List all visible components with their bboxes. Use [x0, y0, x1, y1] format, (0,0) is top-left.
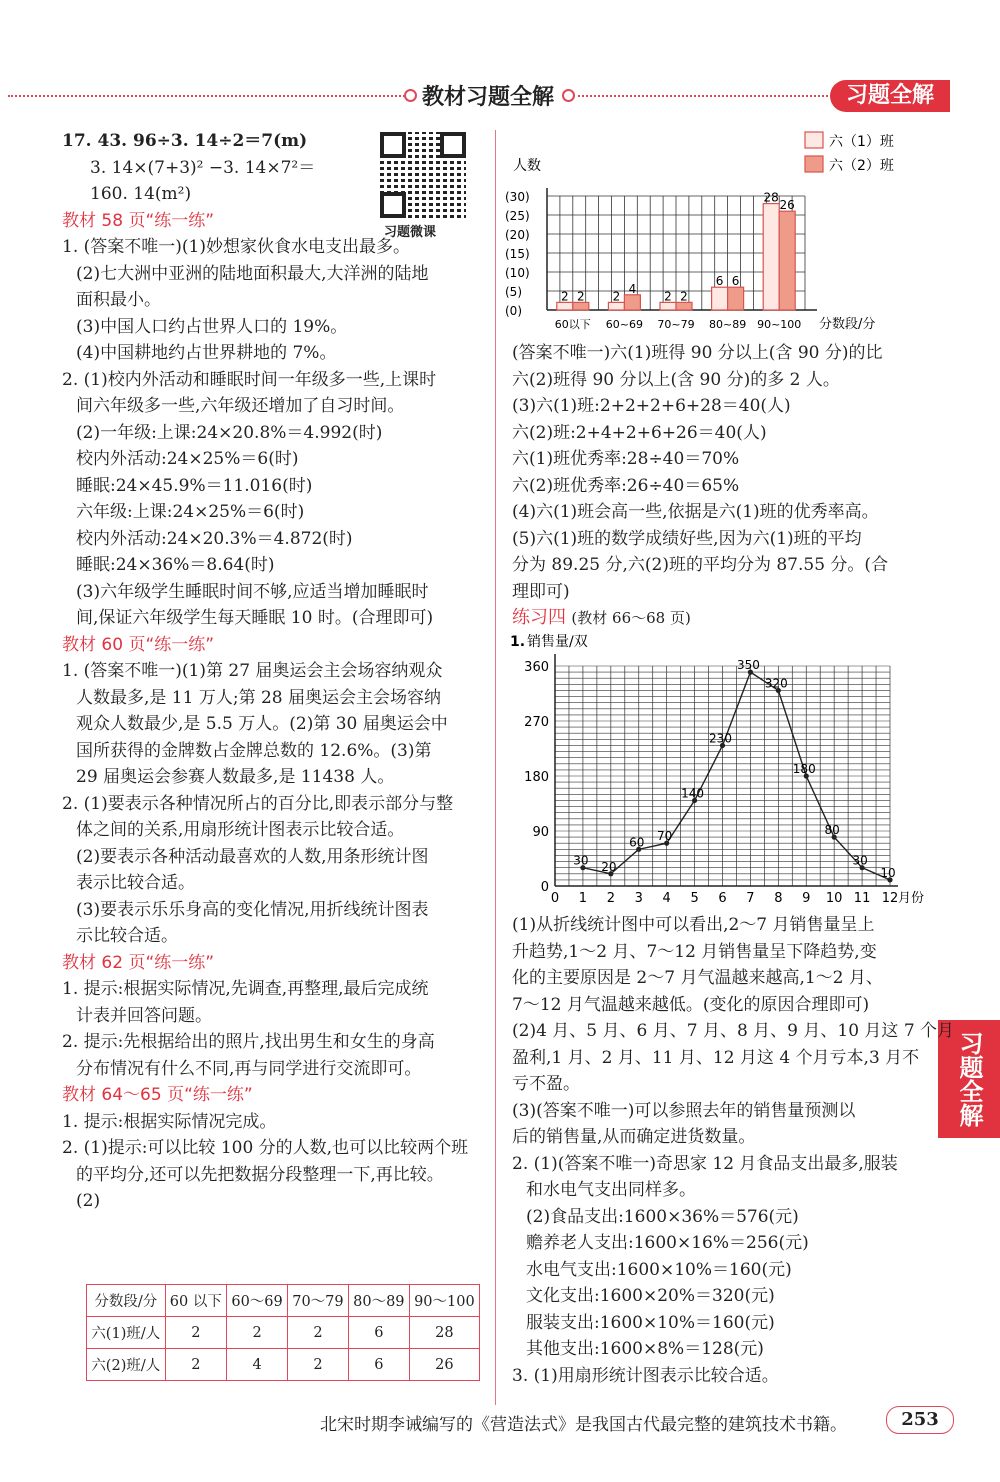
text-line: 六(1)班优秀率:28÷40＝70%	[512, 449, 740, 469]
bar	[712, 287, 728, 310]
q17-line-3: 160. 14(m²)	[90, 184, 192, 204]
text-line: 间六年级多一些,六年级还增加了自习时间。	[76, 396, 405, 416]
right-column-part-1	[512, 340, 888, 632]
table-cell: 2	[227, 1317, 288, 1349]
table-header-cell: 分数段/分	[87, 1285, 166, 1317]
bar-chart	[505, 128, 935, 340]
section-heading-64: 教材 64～65 页“练一练”	[62, 1085, 253, 1105]
bar	[676, 302, 692, 310]
y-tick-label: (15)	[505, 247, 530, 261]
section-tag: 习题全解	[830, 80, 950, 112]
q17-line-1: 17. 43. 96÷3. 14÷2＝7(m)	[62, 131, 308, 151]
text-line: 六年级:上课:24×25%＝6(时)	[76, 502, 305, 522]
text-line: 文化支出:1600×20%＝320(元)	[526, 1286, 775, 1306]
text-line: 29 届奥运会参赛人数最多,是 11438 人。	[76, 767, 395, 787]
x-tick-label: 9	[802, 891, 811, 906]
table-row	[87, 1317, 480, 1349]
text-line: 国所获得的金牌数占金牌总数的 12.6%。(3)第	[76, 740, 432, 761]
table-cell: 28	[409, 1317, 479, 1349]
x-tick-label: 7	[746, 891, 755, 906]
text-line: (5)六(1)班的数学成绩好些,因为六(1)班的平均	[512, 528, 862, 549]
text-line: (2)食品支出:1600×36%＝576(元)	[526, 1206, 799, 1227]
bar	[557, 302, 573, 310]
text-line: 计表并回答问题。	[76, 1005, 212, 1026]
text-line: (3)六(1)班:2+2+2+6+28＝40(人)	[512, 396, 791, 416]
text-line: 六(2)班:2+4+2+6+26＝40(人)	[512, 422, 767, 443]
chart-number: 1.	[510, 634, 526, 650]
footer-fact: 北宋时期李诫编写的《营造法式》是我国古代最完整的建筑技术书籍。	[320, 1415, 847, 1435]
data-label: 30	[852, 853, 868, 868]
bar-value-label: 26	[779, 198, 795, 213]
x-tick-label: 80~89	[708, 318, 747, 331]
bar-value-label: 2	[680, 289, 688, 304]
section-60-body	[62, 658, 468, 950]
bar-value-label: 2	[576, 289, 585, 304]
data-label: 180	[792, 762, 816, 776]
y-tick-label: (20)	[505, 228, 530, 242]
legend-label: 六（1）班	[829, 134, 894, 150]
x-tick-label: 60以下	[554, 318, 591, 331]
text-line: 水电气支出:1600×10%＝160(元)	[526, 1259, 792, 1280]
text-line: 分布情况有什么不同,再与同学进行交流即可。	[76, 1058, 422, 1079]
section-heading-60: 教材 60 页“练一练”	[62, 634, 215, 655]
x-tick-label: 3	[634, 891, 643, 906]
text-line: 间,保证六年级学生每天睡眠 10 时。(合理即可)	[76, 608, 434, 628]
x-tick-label: 90~100	[757, 318, 802, 331]
column-divider	[495, 130, 496, 1405]
text-line: 亏不盈。	[512, 1074, 580, 1094]
text-line: 表示比较合适。	[76, 873, 195, 893]
text-line: 后的销售量,从而确定进货数量。	[512, 1127, 756, 1147]
section-64-body	[62, 1109, 468, 1215]
text-line: 睡眠:24×45.9%＝11.016(时)	[76, 475, 313, 496]
bar	[608, 302, 624, 310]
y-tick-label: 0	[540, 880, 549, 895]
header-dot-right	[562, 89, 575, 102]
text-line: 示比较合适。	[76, 926, 178, 946]
data-label: 30	[573, 853, 589, 868]
section-58-body	[62, 234, 468, 632]
bar	[779, 211, 795, 310]
score-table	[86, 1284, 480, 1381]
table-cell: 六(2)班/人	[87, 1349, 166, 1381]
y-tick-label: (25)	[505, 209, 530, 223]
text-line: (3)中国人口约占世界人口的 19%。	[76, 316, 348, 337]
text-line: 理即可)	[512, 581, 570, 602]
y-tick-label: 360	[524, 660, 549, 675]
y-axis-label: 销售量/双	[527, 634, 588, 650]
bar-value-label: 2	[664, 289, 672, 304]
table-cell: 2	[288, 1349, 349, 1381]
bar-value-label: 28	[763, 190, 779, 205]
text-line: 3. (1)用扇形统计图表示比较合适。	[512, 1365, 779, 1386]
table-row	[87, 1349, 480, 1381]
header-rule-left	[8, 95, 408, 97]
text-line: 2. (1)(答案不唯一)奇思家 12 月食品支出最多,服装	[512, 1153, 898, 1174]
table-header-cell: 70～79	[288, 1285, 349, 1317]
text-line: 的平均分,还可以先把数据分段整理一下,再比较。	[76, 1164, 444, 1185]
data-label: 70	[657, 829, 673, 844]
x-tick-label: 12	[881, 891, 899, 906]
table-header-cell: 80～89	[348, 1285, 409, 1317]
right-column-part-2	[512, 912, 954, 1389]
text-line: 六(2)班优秀率:26÷40＝65%	[512, 475, 740, 496]
y-axis-label: 人数	[513, 158, 541, 174]
legend-swatch	[805, 132, 823, 148]
legend-label: 六（2）班	[829, 158, 894, 174]
table-cell: 六(1)班/人	[87, 1317, 166, 1349]
x-axis-label: 分数段/分	[819, 317, 876, 332]
table-cell: 26	[409, 1349, 479, 1381]
text-line: (2)	[76, 1191, 101, 1211]
x-tick-label: 0	[550, 891, 560, 906]
text-line: 1. 提示:根据实际情况,先调查,再整理,最后完成统	[62, 979, 429, 999]
x-tick-label: 5	[690, 891, 699, 906]
text-line: 盈利,1 月、2 月、11 月、12 月这 4 个月亏本,3 月不	[512, 1047, 920, 1068]
bar	[728, 287, 744, 310]
left-column	[62, 128, 468, 1215]
bar	[763, 204, 779, 310]
table-cell: 4	[227, 1349, 288, 1381]
text-line: (3)要表示乐乐身高的变化情况,用折线统计图表	[76, 899, 429, 920]
x-tick-label: 8	[774, 891, 783, 906]
text-line: 7～12 月气温越来越低。(变化的原因合理即可)	[512, 994, 870, 1015]
y-tick-label: (10)	[505, 266, 530, 280]
line-chart	[505, 630, 935, 908]
table-cell: 6	[348, 1349, 409, 1381]
side-section-tag: 习题全解	[938, 1020, 1000, 1138]
exercise-4-title: 练习四	[512, 607, 566, 628]
text-line: 其他支出:1600×8%＝128(元)	[526, 1339, 764, 1359]
page-header-title: 教材习题全解	[422, 85, 555, 110]
y-tick-label: 270	[524, 715, 549, 730]
text-line: 睡眠:24×36%＝8.64(时)	[76, 555, 275, 575]
data-label: 60	[629, 835, 645, 850]
y-tick-label: 180	[524, 770, 549, 785]
x-axis-label: 月份	[898, 891, 925, 906]
text-line: 1. (答案不唯一)(1)妙想家伙食水电支出最多。	[62, 237, 410, 257]
text-line: 校内外活动:24×25%＝6(时)	[76, 449, 299, 469]
exercise-4-subtitle: (教材 66～68 页)	[571, 609, 691, 627]
x-tick-label: 10	[825, 891, 843, 906]
bar	[624, 295, 640, 310]
page-number: 253	[886, 1406, 954, 1434]
qr-label: 习题微课	[384, 225, 437, 240]
x-tick-label: 1	[578, 891, 588, 906]
text-line: 化的主要原因是 2～7 月气温越来越高,1～2 月、	[512, 968, 883, 988]
text-line: (2)一年级:上课:24×20.8%＝4.992(时)	[76, 422, 383, 443]
table-header-cell: 90～100	[409, 1285, 479, 1317]
q17-line-2: 3. 14×(7+3)² −3. 14×7²＝	[90, 157, 316, 178]
text-line: 2. 提示:先根据给出的照片,找出男生和女生的身高	[62, 1032, 435, 1052]
text-line: 赡养老人支出:1600×16%＝256(元)	[526, 1233, 809, 1253]
x-tick-label: 4	[662, 891, 671, 906]
y-tick-label: 90	[532, 825, 549, 840]
text-line: 和水电气支出同样多。	[526, 1180, 696, 1200]
data-label: 80	[824, 823, 840, 838]
text-line: 2. (1)提示:可以比较 100 分的人数,也可以比较两个班	[62, 1138, 469, 1158]
legend-swatch	[805, 156, 823, 172]
y-tick-label: (5)	[505, 285, 522, 299]
text-line: (2)要表示各种活动最喜欢的人数,用条形统计图	[76, 846, 429, 867]
data-label: 230	[709, 731, 732, 746]
section-62-body	[62, 976, 468, 1082]
x-tick-label: 70~79	[657, 318, 695, 331]
text-line: (1)从折线统计图中可以看出,2～7 月销售量呈上	[512, 915, 875, 935]
y-tick-label: (30)	[505, 190, 530, 204]
data-label: 350	[736, 658, 760, 673]
text-line: 校内外活动:24×20.3%＝4.872(时)	[76, 528, 353, 549]
x-tick-label: 60~69	[605, 318, 644, 331]
bar	[573, 302, 589, 310]
text-line: 面积最小。	[76, 290, 161, 310]
text-line: (答案不唯一)六(1)班得 90 分以上(含 90 分)的比	[512, 343, 883, 363]
text-line: 六(2)班得 90 分以上(含 90 分)的多 2 人。	[512, 369, 840, 390]
text-line: (3)六年级学生睡眠时间不够,应适当增加睡眠时	[76, 581, 429, 602]
text-line: 人数最多,是 11 万人;第 28 届奥运会主会场容纳	[76, 687, 442, 708]
y-tick-label: (0)	[505, 304, 522, 318]
bar-value-label: 6	[715, 274, 724, 289]
x-tick-label: 11	[853, 891, 871, 906]
text-line: 2. (1)校内外活动和睡眠时间一年级多一些,上课时	[62, 369, 437, 390]
table-cell: 2	[165, 1349, 227, 1381]
x-tick-label: 2	[606, 891, 615, 906]
bar-value-label: 6	[731, 274, 740, 289]
text-line: (4)六(1)班会高一些,依据是六(1)班的优秀率高。	[512, 502, 879, 522]
text-line: 分为 89.25 分,六(2)班的平均分为 87.55 分。(合	[512, 555, 889, 575]
text-line: (3)(答案不唯一)可以参照去年的销售量预测以	[512, 1100, 856, 1121]
data-label: 320	[764, 676, 788, 691]
data-label: 20	[601, 859, 617, 874]
text-line: 观众人数最少,是 5.5 万人。(2)第 30 届奥运会中	[76, 714, 448, 734]
text-line: (2)4 月、5 月、6 月、7 月、8 月、9 月、10 月这 7 个月	[512, 1021, 955, 1041]
data-label: 140	[681, 786, 705, 801]
table-header-cell: 60～69	[227, 1285, 288, 1317]
x-tick-label: 6	[718, 891, 727, 906]
text-line: 体之间的关系,用扇形统计图表示比较合适。	[76, 820, 405, 840]
text-line: 1. (答案不唯一)(1)第 27 届奥运会主会场容纳观众	[62, 661, 443, 681]
text-line: 1. 提示:根据实际情况完成。	[62, 1111, 277, 1132]
bar	[660, 302, 676, 310]
text-line: (2)七大洲中亚洲的陆地面积最大,大洋洲的陆地	[76, 263, 429, 284]
table-header-row	[87, 1285, 480, 1317]
table-header-cell: 60 以下	[165, 1285, 227, 1317]
section-heading-58: 教材 58 页“练一练”	[62, 210, 215, 231]
header-rule-right	[578, 95, 828, 97]
text-line: 服装支出:1600×10%＝160(元)	[526, 1312, 775, 1333]
table-cell: 6	[348, 1317, 409, 1349]
text-line: 升趋势,1～2 月、7～12 月销售量呈下降趋势,变	[512, 941, 877, 962]
text-line: 2. (1)要表示各种情况所占的百分比,即表示部分与整	[62, 793, 454, 814]
table-cell: 2	[288, 1317, 349, 1349]
header-dot-left	[404, 89, 417, 102]
table-cell: 2	[165, 1317, 227, 1349]
bar-value-label: 2	[560, 289, 569, 304]
section-heading-62: 教材 62 页“练一练”	[62, 952, 215, 973]
bar-value-label: 2	[612, 289, 621, 304]
bar-value-label: 4	[628, 281, 637, 296]
text-line: (4)中国耕地约占世界耕地的 7%。	[76, 343, 337, 363]
data-label: 10	[880, 865, 896, 880]
